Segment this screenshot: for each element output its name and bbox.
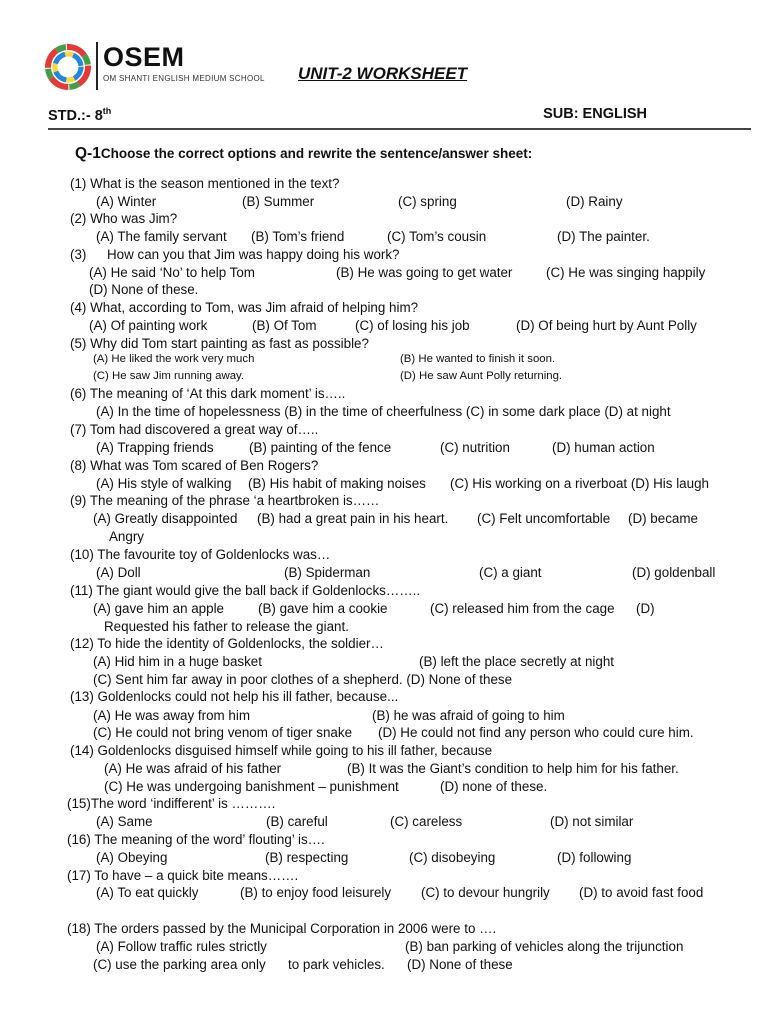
option-b: (B) Of Tom xyxy=(252,318,317,333)
option-d: (D) not similar xyxy=(550,814,634,829)
option-a: (A) To eat quickly xyxy=(96,885,199,900)
question-heading: Q-1Choose the correct options and rewrite the sentence/answer sheet: xyxy=(75,145,533,162)
option-d: (D) none of these. xyxy=(440,779,548,794)
option-a: (A) Of painting work xyxy=(89,318,208,333)
option-a: (A) He said ‘No’ to help Tom xyxy=(89,265,255,280)
question-text: (14) Goldenlocks disguised himself while going to his ill father, because xyxy=(70,743,493,758)
question-text: (12) To hide the identity of Goldenlocks, the soldier… xyxy=(70,636,384,651)
question-text: (13) Goldenlocks could not help his ill father, because... xyxy=(70,689,399,704)
school-logo-icon xyxy=(45,44,91,90)
option-c: (C) disobeying xyxy=(409,850,496,865)
option-b: (B) left the place secretly at night xyxy=(419,654,615,669)
option-b: (B) He wanted to finish it soon. xyxy=(400,353,556,365)
option-c-continued: to park vehicles. xyxy=(288,957,385,972)
subject-label: SUB: ENGLISH xyxy=(543,106,647,122)
option-b: (B) to enjoy food leisurely xyxy=(240,885,392,900)
option-c: (C) He was singing happily xyxy=(546,265,706,280)
question-text: (17) To have – a quick bite means……. xyxy=(67,868,299,883)
question-number: (3) xyxy=(70,247,87,262)
option-c: (C) His working on a riverboat (D) His laugh xyxy=(450,476,709,491)
option-c: (C) nutrition xyxy=(440,440,510,455)
option-a: (A) Greatly disappointed xyxy=(93,511,238,526)
question-text: (7) Tom had discovered a great way of….. xyxy=(70,422,319,437)
option-d: (D) human action xyxy=(552,440,655,455)
option-d: (D) to avoid fast food xyxy=(579,885,704,900)
option-a: (A) Same xyxy=(96,814,153,829)
question-text: (6) The meaning of ‘At this dark moment’ is….. xyxy=(70,386,346,401)
option-a: (A) His style of walking xyxy=(96,476,232,491)
option-c: (C) He could not bring venom of tiger snake xyxy=(93,725,353,740)
logo-name: OSEM xyxy=(103,42,185,72)
option-c: (C) to devour hungrily xyxy=(421,885,550,900)
option-c: (C) released him from the cage xyxy=(430,601,615,616)
option-b: (B) His habit of making noises xyxy=(248,476,426,491)
option-d: (D) None of these xyxy=(407,957,513,972)
worksheet-title: UNIT-2 WORKSHEET xyxy=(298,64,468,83)
question-text: (2) Who was Jim? xyxy=(70,211,178,226)
option-d-continued: Requested his father to release the giant. xyxy=(104,619,349,634)
option-b: (B) It was the Giant’s condition to help him for his father. xyxy=(347,761,679,776)
question-text: (15)The word ‘indifferent’ is ………. xyxy=(67,796,276,811)
option-b: (B) respecting xyxy=(265,850,349,865)
option-a: (A) He was afraid of his father xyxy=(104,761,282,776)
option-b: (B) careful xyxy=(266,814,328,829)
option-b: (B) Summer xyxy=(242,194,315,209)
option-c: (C) use the parking area only xyxy=(93,957,266,972)
option-a: (A) Follow traffic rules strictly xyxy=(96,939,267,954)
option-d: (D) xyxy=(636,601,655,616)
option-b: (B) painting of the fence xyxy=(249,440,392,455)
option-a: (A) gave him an apple xyxy=(93,601,225,616)
option-a: (A) He liked the work very much xyxy=(93,353,255,365)
option-c: (C) a giant xyxy=(479,565,542,580)
option-c: (C) He saw Jim running away. xyxy=(93,370,245,382)
option-b: (B) Spiderman xyxy=(284,565,371,580)
question-text: (10) The favourite toy of Goldenlocks was… xyxy=(70,547,331,562)
logo-divider xyxy=(96,42,98,90)
option-a: (A) Hid him in a huge basket xyxy=(93,654,262,669)
option-d: (D) None of these. xyxy=(89,282,199,297)
option-d: (D) became xyxy=(628,511,698,526)
standard-label: STD.:- 8th xyxy=(48,106,112,124)
options-line: (C) Sent him far away in poor clothes of a shepherd. (D) None of these xyxy=(93,672,513,687)
option-a: (A) He was away from him xyxy=(93,708,250,723)
question-text: (4) What, according to Tom, was Jim afraid of helping him? xyxy=(70,300,419,315)
option-d: (D) The painter. xyxy=(557,229,650,244)
option-c: (C) Felt uncomfortable xyxy=(477,511,611,526)
option-b: (B) Tom’s friend xyxy=(251,229,345,244)
option-c: (C) Tom’s cousin xyxy=(387,229,487,244)
option-b: (B) He was going to get water xyxy=(336,265,513,280)
option-d: (D) goldenball xyxy=(632,565,716,580)
question-text: (18) The orders passed by the Municipal Corporation in 2006 were to …. xyxy=(67,921,497,936)
question-text: (16) The meaning of the word’ flouting’ is…. xyxy=(67,832,325,847)
option-a: (A) The family servant xyxy=(96,229,227,244)
option-a: (A) Doll xyxy=(96,565,141,580)
logo-subtitle: OM SHANTI ENGLISH MEDIUM SCHOOL xyxy=(103,74,265,83)
option-c: (C) He was undergoing banishment – punishment xyxy=(104,779,399,794)
option-c: (C) careless xyxy=(390,814,463,829)
question-text: How can you that Jim was happy doing his work? xyxy=(107,247,400,262)
question-text: (11) The giant would give the ball back if Goldenlocks…….. xyxy=(70,583,421,598)
options-line: (A) In the time of hopelessness (B) in the time of cheerfulness (C) in some dark place (D) at night xyxy=(96,404,671,419)
option-d: (D) Rainy xyxy=(566,194,623,209)
option-c: (C) spring xyxy=(398,194,457,209)
option-c: (C) of losing his job xyxy=(355,318,470,333)
question-text: (5) Why did Tom start painting as fast as possible? xyxy=(70,336,369,351)
option-a: (A) Trapping friends xyxy=(96,440,214,455)
option-d: (D) Of being hurt by Aunt Polly xyxy=(516,318,697,333)
option-d: (D) following xyxy=(557,850,632,865)
option-b: (B) ban parking of vehicles along the trijunction xyxy=(405,939,684,954)
header-rule xyxy=(48,128,751,130)
option-d: (D) He saw Aunt Polly returning. xyxy=(400,370,563,382)
option-a: (A) Winter xyxy=(96,194,157,209)
option-b: (B) he was afraid of going to him xyxy=(372,708,565,723)
option-a: (A) Obeying xyxy=(96,850,168,865)
option-d-continued: Angry xyxy=(109,529,144,544)
question-text: (8) What was Tom scared of Ben Rogers? xyxy=(70,458,319,473)
option-b: (B) gave him a cookie xyxy=(258,601,388,616)
option-b: (B) had a great pain in his heart. xyxy=(257,511,449,526)
option-d: (D) He could not find any person who could cure him. xyxy=(378,725,694,740)
question-text: (9) The meaning of the phrase ‘a heartbroken is…… xyxy=(70,493,380,508)
question-text: (1) What is the season mentioned in the text? xyxy=(70,176,340,191)
